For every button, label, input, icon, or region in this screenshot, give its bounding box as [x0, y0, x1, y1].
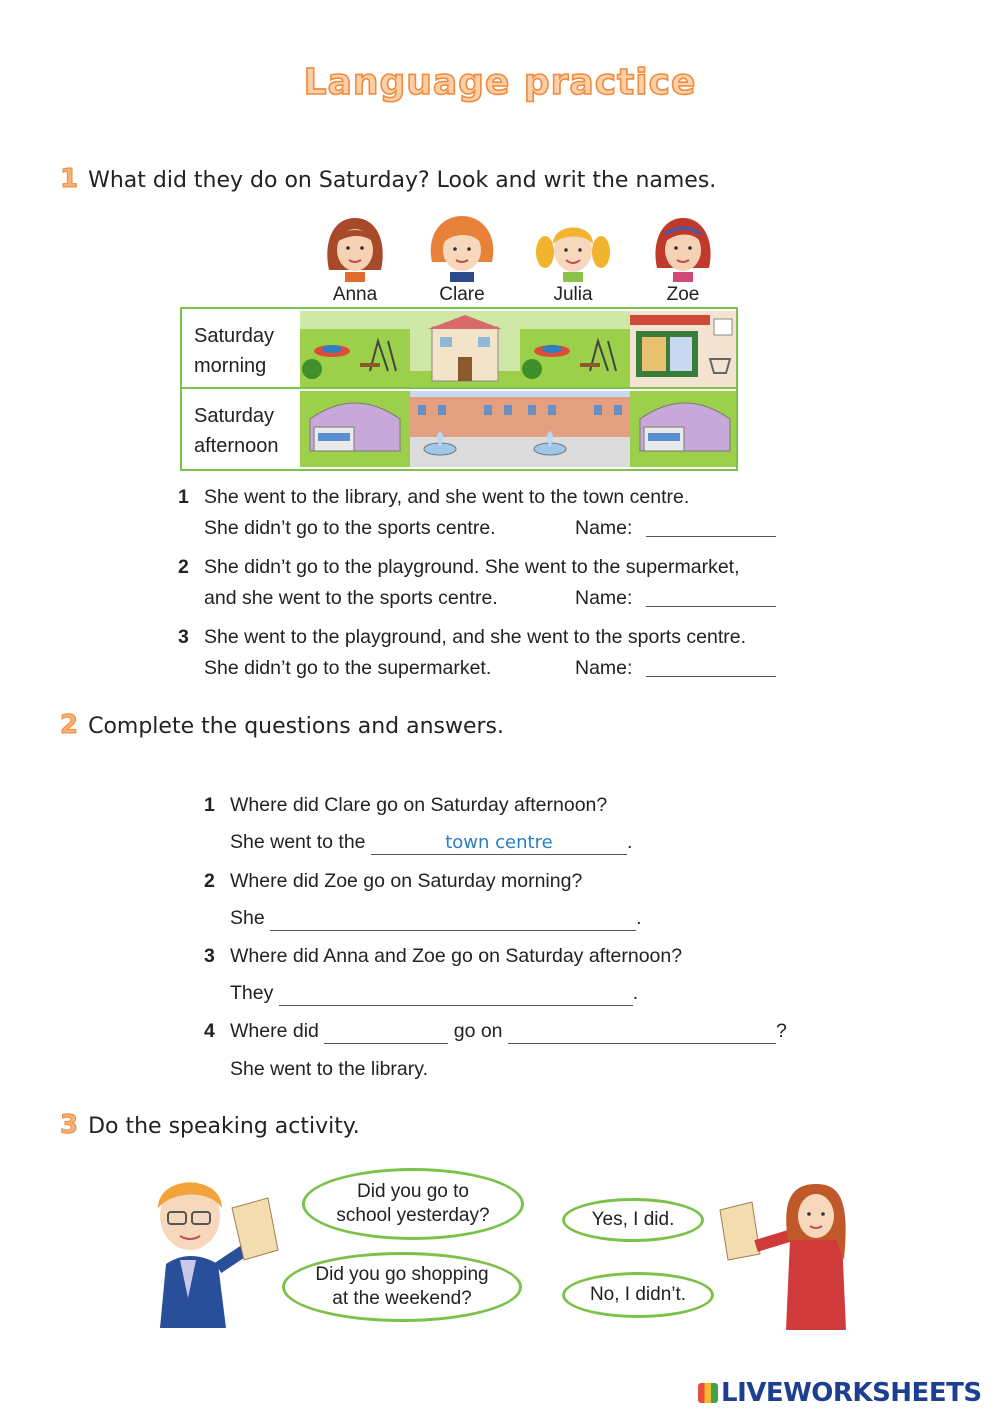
boy-illustration — [140, 1168, 290, 1328]
name-label: Name: — [575, 517, 633, 539]
exercise-2-item-2: 2 Where did Zoe go on Saturday morning? She . — [204, 870, 642, 929]
exercise-1-heading — [60, 164, 716, 194]
town-centre-illustration — [520, 391, 630, 467]
logo-icon — [698, 1383, 718, 1403]
exercise-1-item-1: 1 She went to the library, and she went to the town centre. She didn’t go to the sports centre. Name: — [178, 486, 689, 540]
name-answer-2[interactable] — [646, 606, 776, 607]
library-illustration — [410, 311, 520, 387]
cell-anna-afternoon-sports-centre — [300, 391, 410, 467]
row-label-morning: Saturday morning — [194, 325, 275, 377]
exercise-2-heading — [60, 710, 504, 740]
name-label: Name: — [575, 657, 633, 679]
exercise-3-heading — [60, 1110, 360, 1140]
exercise-2-instruction: Complete the questions and answers. — [88, 714, 505, 739]
exercise-2-item-4: 4 Where did go on ? She went to the library. — [204, 1020, 787, 1080]
exercise-3-number: 3 — [60, 1110, 79, 1140]
question-field-who[interactable] — [324, 1020, 448, 1044]
exercise-1-number: 1 — [60, 164, 79, 194]
sports-centre-illustration — [630, 391, 736, 467]
girl-julia-illustration — [533, 212, 613, 282]
cell-zoe-morning-supermarket — [630, 311, 740, 387]
girl-clare — [422, 212, 502, 305]
exercise-1-instruction: What did they do on Saturday? Look and writ the names. — [88, 168, 717, 193]
name-label-clare: Clare — [439, 284, 485, 305]
cell-clare-morning-library — [410, 311, 520, 387]
name-label-anna: Anna — [332, 284, 378, 305]
sports-centre-illustration — [300, 391, 410, 467]
grid-row-morning — [182, 309, 736, 389]
question-field-when[interactable] — [508, 1020, 776, 1044]
grid-row-afternoon — [182, 389, 736, 469]
speech-bubble-question-2: Did you go shopping at the weekend? — [282, 1252, 522, 1322]
cell-clare-afternoon-town-centre — [410, 391, 520, 467]
name-label: Name: — [575, 587, 633, 609]
exercise-1-item-2: 2 She didn’t go to the playground. She went to the supermarket, and she went to the sports centre. Name: — [178, 556, 740, 610]
answer-field-1[interactable]: town centre — [371, 831, 627, 855]
girl-zoe-illustration — [643, 212, 723, 282]
name-answer-3[interactable] — [646, 676, 776, 677]
speech-bubble-answer-yes: Yes, I did. — [562, 1198, 704, 1242]
answer-field-3[interactable] — [279, 982, 633, 1006]
page-title: Language practice — [303, 62, 697, 103]
speech-bubble-answer-no: No, I didn’t. — [562, 1272, 714, 1318]
playground-illustration — [520, 311, 630, 387]
liveworksheets-logo: LIVEWORKSHEETS — [698, 1378, 982, 1408]
cell-anna-morning-playground — [300, 311, 410, 387]
cell-julia-afternoon-town-centre — [520, 391, 630, 467]
cell-julia-morning-playground — [520, 311, 630, 387]
girl-zoe — [643, 212, 723, 305]
exercise-2-number: 2 — [60, 710, 79, 740]
activity-grid — [180, 307, 738, 471]
answer-field-2[interactable] — [270, 907, 636, 931]
name-label-zoe: Zoe — [666, 284, 700, 305]
name-label-julia: Julia — [553, 284, 593, 305]
cell-zoe-afternoon-sports-centre — [630, 391, 740, 467]
name-answer-1[interactable] — [646, 536, 776, 537]
supermarket-illustration — [630, 311, 736, 387]
row-label-afternoon: Saturday afternoon — [194, 405, 279, 457]
playground-illustration — [300, 311, 410, 387]
girl-julia — [533, 212, 613, 305]
speech-bubble-question-1: Did you go to school yesterday? — [302, 1168, 524, 1240]
girl-speaker-illustration — [716, 1180, 866, 1330]
girl-anna-illustration — [315, 212, 395, 282]
exercise-3-instruction: Do the speaking activity. — [88, 1114, 360, 1139]
girl-clare-illustration — [422, 212, 502, 282]
girl-anna — [315, 212, 395, 305]
exercise-2-item-3: 3 Where did Anna and Zoe go on Saturday afternoon? They . — [204, 945, 683, 1004]
town-centre-illustration — [410, 391, 520, 467]
exercise-2-item-1: 1 Where did Clare go on Saturday afternoon? She went to the town centre . — [204, 794, 633, 853]
exercise-1-item-3: 3 She went to the playground, and she went to the sports centre. She didn’t go to the supermarket. Name: — [178, 626, 746, 680]
